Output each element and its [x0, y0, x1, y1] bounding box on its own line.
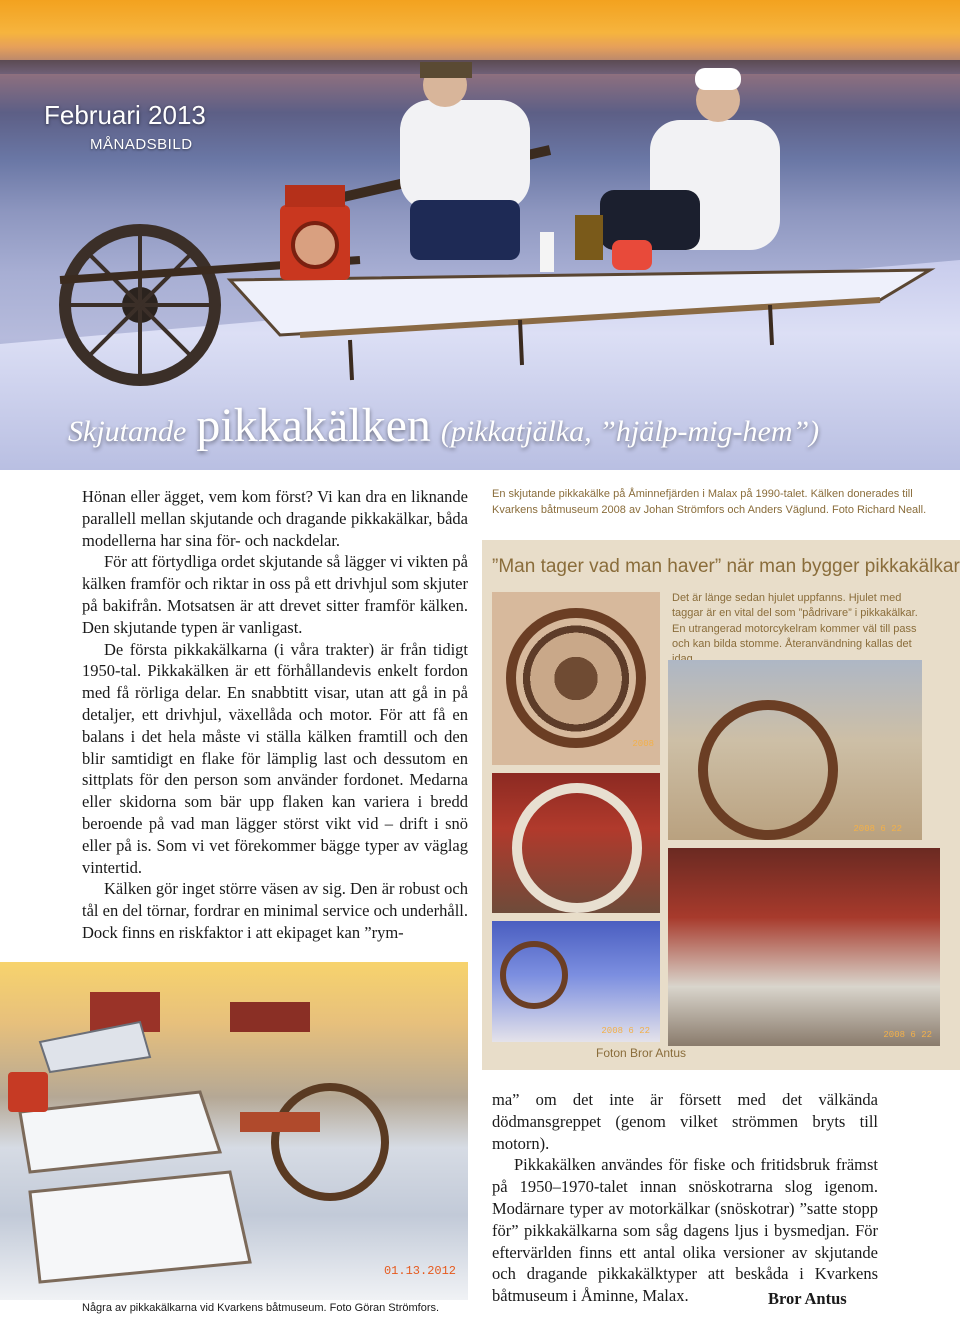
spiked-wheel-photo: [492, 592, 660, 765]
author-name: Bror Antus: [768, 1289, 847, 1308]
date-stamp: 01.13.2012: [383, 1264, 456, 1278]
article-paragraph: De första pikkakälkarna (i våra trakter) är från tidigt 1950-tal. Pikkakälken är ett förhållandevis enkelt fordon med få rörliga delar. En snabbtitt visar, utan att gå in på detaljer, ett drivhjul, växellåda och motor. För att få en balans i det hela måste vi ställa kälken framtill och den blir samtidigt en flake för lämplig last och dessutom en sittplats för den person som använder fordonet. Medarna eller skidorna som bär upp flaken kan variera i bredd beroende på vad man lägger störst vikt vid – drift i snö eller på is. Som vi vet förekommer bägge typer av väglag vintertid.: [82, 639, 468, 877]
page-title: [68, 398, 819, 453]
sidebar-heading: ”Man tager vad man haver” när man bygger pikkakälkar: [492, 556, 960, 577]
wheel-rim: [512, 783, 642, 913]
section-label: MÅNADSBILD: [90, 136, 193, 153]
engine-wheel-photo: [492, 773, 660, 913]
article-paragraph: ma” om det inte är försett med det välkända dödmansgreppet (genom vilket strömmen bryts till motorn).: [492, 1090, 878, 1153]
title-lead: Skjutande: [68, 415, 187, 448]
hero-caption: En skjutande pikkakälke på Åminnefjärden i Malax på 1990-talet. Kälken donerades till Kvarkens båtmuseum 2008 av Johan Strömfors och Anders Väglund. Foto Richard Neall.: [492, 488, 927, 516]
wheel-rim: [500, 941, 568, 1009]
engine-closeup-photo: [668, 848, 940, 1046]
sled-indoor-photo: [492, 921, 660, 1042]
article-body: [82, 486, 468, 944]
title-subtitle: (pikkatjälka, ”hjälp-mig-hem”): [440, 415, 820, 448]
wheel-rim: [506, 608, 646, 748]
article-paragraph: Hönan eller ägget, vem kom först? Vi kan dra en liknande parallell mellan skjutande och dragande pikkakälkar, båda modellerna har sina för- och nackdelar.: [82, 487, 468, 550]
article-continuation: [492, 1089, 878, 1307]
hero-photo: [0, 0, 960, 470]
article-paragraph: Pikkakälken användes för fiske och fritidsbruk främst på 1950–1970-talet innan snöskotrarna slog igenom. Modärnare typer av motorkälkar (snöskotrar) ”satte stopp för” pikkakälkarna som såg dagens ljus i bysmedjan. För eftervärlden finns ett antal olika versioner av skjutande och dragande pikkakälktyper att beskåda i Kvarkens båtmuseum i Åminne, Malax.: [492, 1155, 878, 1306]
date-stamp: 2008: [632, 739, 654, 749]
article-paragraph: För att förtydliga ordet skjutande så lägger vi vikten på kälken framför och riktar in oss på ett drivhjul som skjuter på bakifrån. Motsatsen är att drevet sitter framför kälken. Den skjutande typen är vanligast.: [82, 552, 468, 637]
motorcycle-frame-photo: [668, 660, 922, 840]
winter-photo-caption: Några av pikkakälkarna vid Kvarkens båtmuseum. Foto Göran Strömfors.: [82, 1302, 440, 1314]
article-paragraph: Kälken gör inget större väsen av sig. Den är robust och tål en del törnar, fordrar en minimal service och underhåll. Dock finns en riskfaktor i att ekipaget kan ”rym-: [82, 879, 468, 942]
issue-month: Februari 2013: [44, 100, 206, 130]
sidebar-note: Det är länge sedan hjulet uppfanns. Hjulet med taggar är en vital del som ”pådrivare” i pikkakälkar. En utrangerad motorcykelram kommer väl till pass och kan bilda stomme. Återanvändning kallas det: [672, 592, 918, 650]
winter-museum-photo: [0, 962, 468, 1300]
date-stamp: 2008 6 22: [883, 1030, 932, 1040]
winter-scene: [0, 962, 468, 1300]
date-stamp: 2008 6 22: [853, 824, 902, 834]
photo-credit: Foton Bror Antus: [596, 1046, 687, 1060]
date-stamp: 2008 6 22: [601, 1026, 650, 1036]
title-main: pikkakälken: [196, 399, 431, 452]
wheel-rim: [698, 700, 838, 840]
